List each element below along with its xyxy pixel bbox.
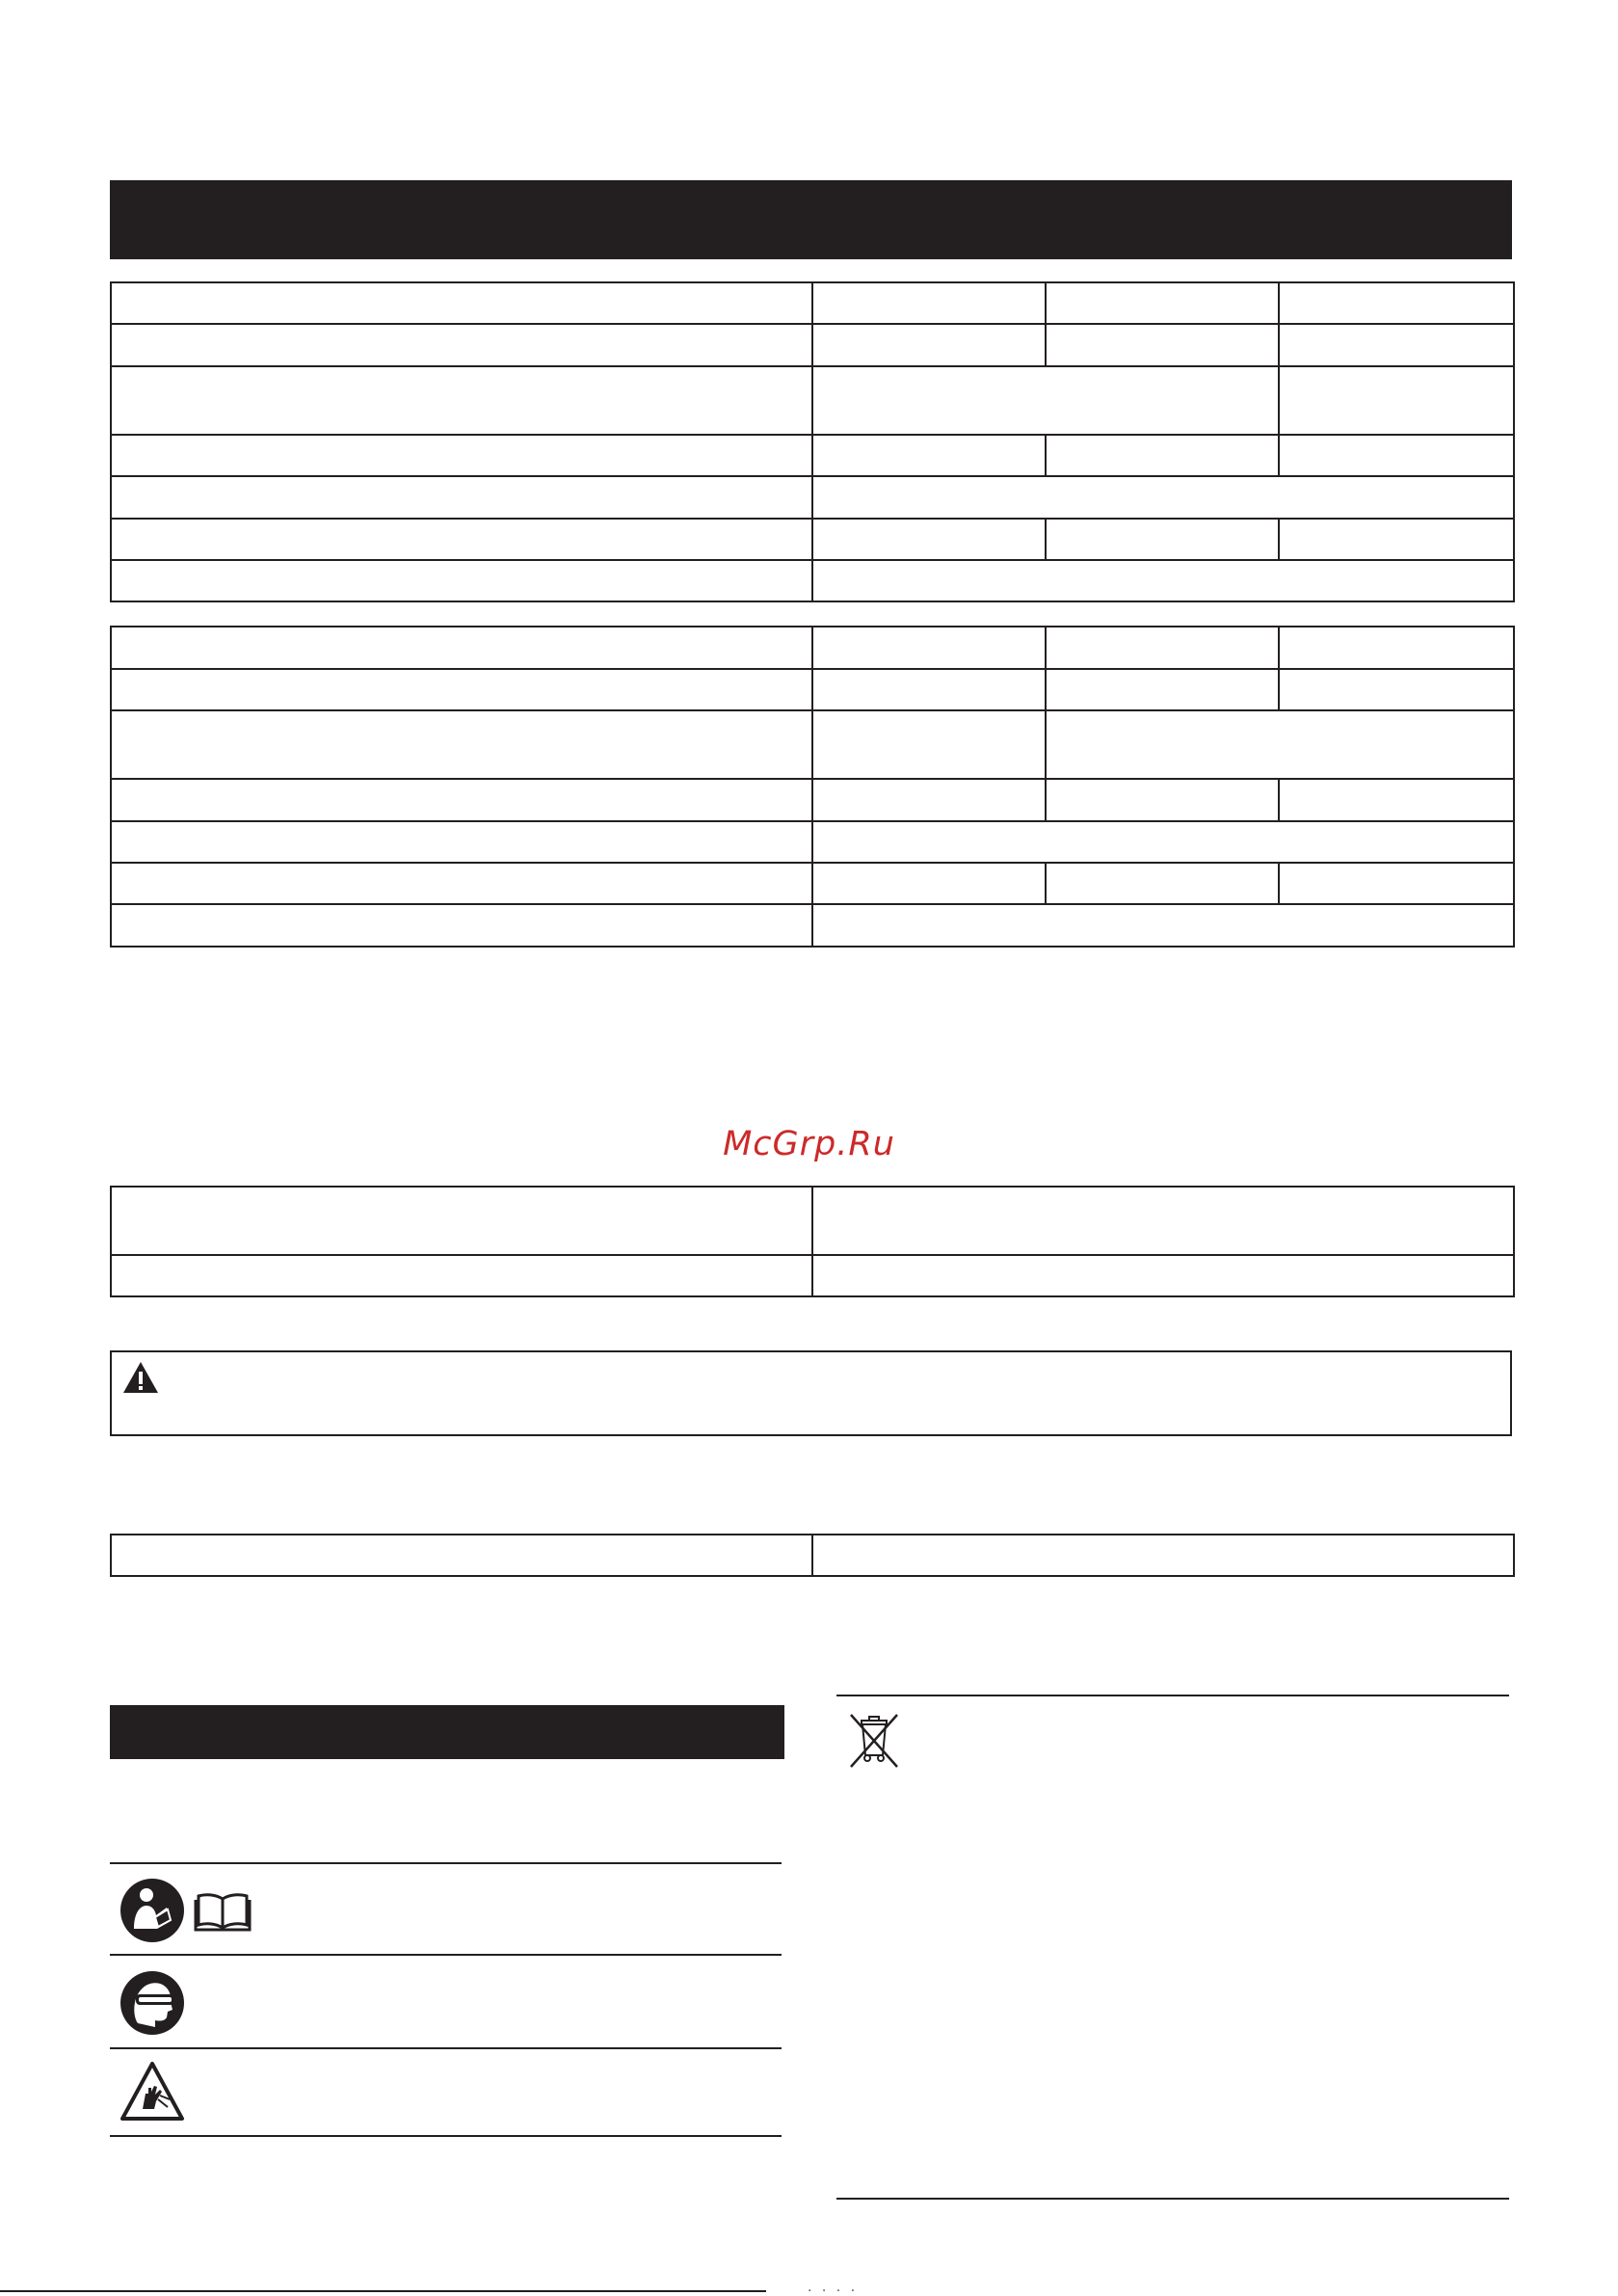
spec-table-1 [110, 281, 1515, 602]
table-row [111, 821, 1514, 863]
section-header-bar [110, 180, 1512, 259]
noise-table [110, 1186, 1515, 1297]
disposal-top-rule [836, 1695, 1509, 1696]
wear-eye-protection-icon [120, 1971, 184, 2035]
divider [110, 1954, 782, 1956]
disposal-bottom-rule [836, 2198, 1509, 2200]
table-row [111, 282, 1514, 324]
table-row [111, 519, 1514, 560]
table-row [111, 366, 1514, 435]
table-row [111, 710, 1514, 779]
vibration-table [110, 1534, 1515, 1577]
warning-triangle-icon [122, 1361, 159, 1394]
divider [110, 1862, 782, 1864]
crossed-out-bin-icon [845, 1711, 903, 1771]
divider [110, 2135, 782, 2137]
table-row [111, 1255, 1514, 1296]
hand-injury-hazard-icon [119, 2061, 185, 2122]
warning-box [110, 1350, 1512, 1436]
table-row [111, 435, 1514, 476]
symbols-header-bar [110, 1705, 784, 1759]
table-row [111, 627, 1514, 669]
table-row [111, 904, 1514, 947]
table-row [111, 560, 1514, 601]
footer-rule [0, 2290, 766, 2292]
table-row [111, 1187, 1514, 1255]
open-book-icon [194, 1891, 252, 1932]
table-row [111, 779, 1514, 821]
table-row [111, 669, 1514, 710]
table-row [111, 863, 1514, 904]
spec-table-2 [110, 626, 1515, 948]
footer-text: · · · · [808, 2286, 859, 2296]
divider [110, 2047, 782, 2049]
table-row [111, 1535, 1514, 1576]
table-row [111, 324, 1514, 366]
watermark: McGrp.Ru [723, 1125, 895, 1163]
read-manual-icon [120, 1879, 184, 1942]
table-row [111, 476, 1514, 519]
